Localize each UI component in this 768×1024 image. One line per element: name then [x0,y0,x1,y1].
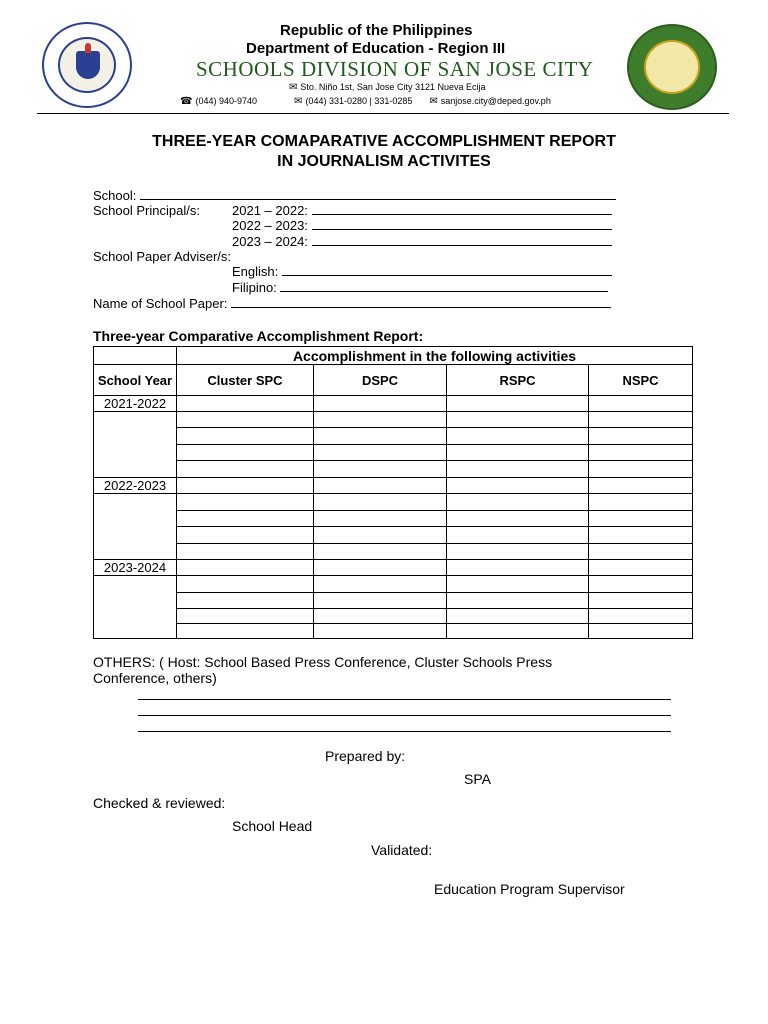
table-cell[interactable] [589,428,693,445]
table-cell[interactable] [177,396,314,412]
spa-label: SPA [464,771,491,787]
table-cell[interactable] [589,560,693,576]
table-cell[interactable] [177,609,314,624]
report-title-line2: IN JOURNALISM ACTIVITES [277,153,491,170]
school-head-label: School Head [232,818,313,834]
table-cell[interactable] [589,461,693,478]
table-cell[interactable] [314,494,447,511]
table-cell[interactable] [589,544,693,560]
table-row [94,624,693,639]
table-cell[interactable] [447,478,589,494]
table-cell[interactable] [447,624,589,639]
paper-name-blank[interactable] [231,296,611,308]
accomplishment-table [93,346,693,639]
table-cell[interactable] [314,445,447,461]
prepared-by-label: Prepared by: [325,748,406,764]
header-contact [180,96,551,107]
others-blank-1[interactable] [138,699,671,700]
paper-name-field [93,296,611,311]
table-cell[interactable] [177,478,314,494]
table-cell[interactable] [177,527,314,544]
table-cell[interactable] [314,511,447,527]
table-row [94,544,693,560]
table-group-header-row [94,347,693,365]
school-blank[interactable] [140,188,616,200]
table-cell[interactable] [314,593,447,609]
year-spacer-cell [94,412,177,478]
table-cell[interactable] [447,396,589,412]
table-cell[interactable] [589,576,693,593]
report-title-line1: THREE-YEAR COMAPARATIVE ACCOMPLISHMENT REPORT [152,133,616,150]
table-row [94,494,693,511]
table-row [94,609,693,624]
table-cell[interactable] [177,576,314,593]
deped-seal-icon [42,22,132,108]
year-label: 2023-2024 [94,560,177,576]
table-cell[interactable] [589,494,693,511]
table-cell[interactable] [447,527,589,544]
shield-icon [76,51,100,79]
col-nspc: NSPC [589,365,693,396]
table-cell[interactable] [177,511,314,527]
table-cell[interactable] [177,461,314,478]
table-cell[interactable] [589,624,693,639]
table-cell[interactable] [314,609,447,624]
principal-sy2-field [232,218,612,233]
english-label: English: [232,264,279,279]
table-cell[interactable] [589,478,693,494]
table-cell[interactable] [447,428,589,445]
english-blank[interactable] [282,264,612,276]
table-cell[interactable] [314,560,447,576]
sdo-seal-inner [644,40,700,94]
envelope-icon: ✉ [289,82,298,93]
table-cell[interactable] [589,396,693,412]
table-row [94,412,693,428]
principal-sy3-blank[interactable] [312,234,612,246]
col-cluster-spc: Cluster SPC [177,365,314,396]
table-cell[interactable] [177,494,314,511]
email-text: sanjose.city@deped.gov.ph [440,96,551,106]
header-division: SCHOOLS DIVISION OF SAN JOSE CITY [196,57,594,81]
sy2-label: 2022 – 2023: [232,218,308,233]
table-cell[interactable] [589,412,693,428]
table-cell[interactable] [177,412,314,428]
adviser-filipino-field [232,280,608,295]
table-cell[interactable] [589,511,693,527]
table-row [94,576,693,593]
table-cell[interactable] [314,478,447,494]
header-address [289,82,486,93]
table-cell[interactable] [314,428,447,445]
table-cell[interactable] [589,445,693,461]
col-rspc: RSPC [447,365,589,396]
table-cell[interactable] [177,445,314,461]
table-cell[interactable] [589,609,693,624]
school-label: School: [93,188,137,203]
table-cell[interactable] [314,544,447,560]
table-cell[interactable] [314,396,447,412]
table-cell[interactable] [447,544,589,560]
checked-label: Checked & reviewed: [93,795,226,811]
year-spacer-cell [94,576,177,639]
table-cell[interactable] [589,593,693,609]
others-blank-2[interactable] [138,715,671,716]
header-department: Department of Education - Region III [246,40,506,57]
validated-label: Validated: [371,842,433,858]
phone2-text: (044) 331-0280 | 331-0285 [305,96,413,106]
table-corner-cell [94,347,177,365]
table-cell[interactable] [447,461,589,478]
table-row [94,461,693,478]
table-row [94,428,693,445]
table-column-header-row [94,365,693,396]
table-cell[interactable] [589,527,693,544]
table-row [94,445,693,461]
principal-label: School Principal/s: [93,203,200,218]
table-row [94,478,693,494]
table-cell[interactable] [314,576,447,593]
adviser-label: School Paper Adviser/s: [93,249,232,264]
table-row [94,593,693,609]
torch-icon [85,43,91,53]
table-row [94,511,693,527]
principal-sy2-blank[interactable] [312,218,612,230]
principal-sy1-blank[interactable] [312,203,612,215]
address-text: Sto. Niño 1st, San Jose City 3121 Nueva Ecija [300,82,486,92]
email-icon: ✉ [429,96,438,107]
table-cell[interactable] [314,461,447,478]
principal-sy3-field [232,234,612,249]
col-dspc: DSPC [314,365,447,396]
sy3-label: 2023 – 2024: [232,234,308,249]
table-cell[interactable] [447,511,589,527]
table-row [94,527,693,544]
sy1-label: 2021 – 2022: [232,203,308,218]
table-cell[interactable] [177,593,314,609]
table-cell[interactable] [447,494,589,511]
table-cell[interactable] [447,445,589,461]
header-republic: Republic of the Philippines [280,22,473,39]
table-cell[interactable] [314,412,447,428]
envelope-icon: ✉ [294,96,303,107]
table-cell[interactable] [447,593,589,609]
table-row [94,396,693,412]
phone1-text: (044) 940-9740 [195,96,258,106]
table-cell[interactable] [314,527,447,544]
table-cell[interactable] [447,560,589,576]
table-row [94,560,693,576]
phone-icon: ☎ [180,96,193,107]
group-header: Accomplishment in the following activities [177,347,693,365]
table-cell[interactable] [177,544,314,560]
others-line1: OTHERS: ( Host: School Based Press Conference, Cluster Schools Press [93,654,553,670]
filipino-blank[interactable] [280,280,608,292]
table-cell[interactable] [447,609,589,624]
header-divider [37,113,729,114]
filipino-label: Filipino: [232,280,277,295]
principal-sy1-field [232,203,612,218]
year-label: 2022-2023 [94,478,177,494]
eps-label: Education Program Supervisor [434,881,625,897]
others-line2: Conference, others) [93,670,217,686]
table-cell[interactable] [177,624,314,639]
adviser-english-field [232,264,612,279]
year-label: 2021-2022 [94,396,177,412]
year-spacer-cell [94,494,177,560]
table-cell[interactable] [447,412,589,428]
sdo-san-jose-seal-icon [627,24,717,110]
col-school-year: School Year [94,365,177,396]
report-heading: Three-year Comparative Accomplishment Report: [93,328,424,344]
table-cell[interactable] [177,560,314,576]
table-cell[interactable] [447,576,589,593]
others-blank-3[interactable] [138,731,671,732]
school-field [93,188,616,203]
paper-name-label: Name of School Paper: [93,296,228,311]
table-cell[interactable] [177,428,314,445]
table-cell[interactable] [314,624,447,639]
deped-seal-inner [58,37,116,93]
